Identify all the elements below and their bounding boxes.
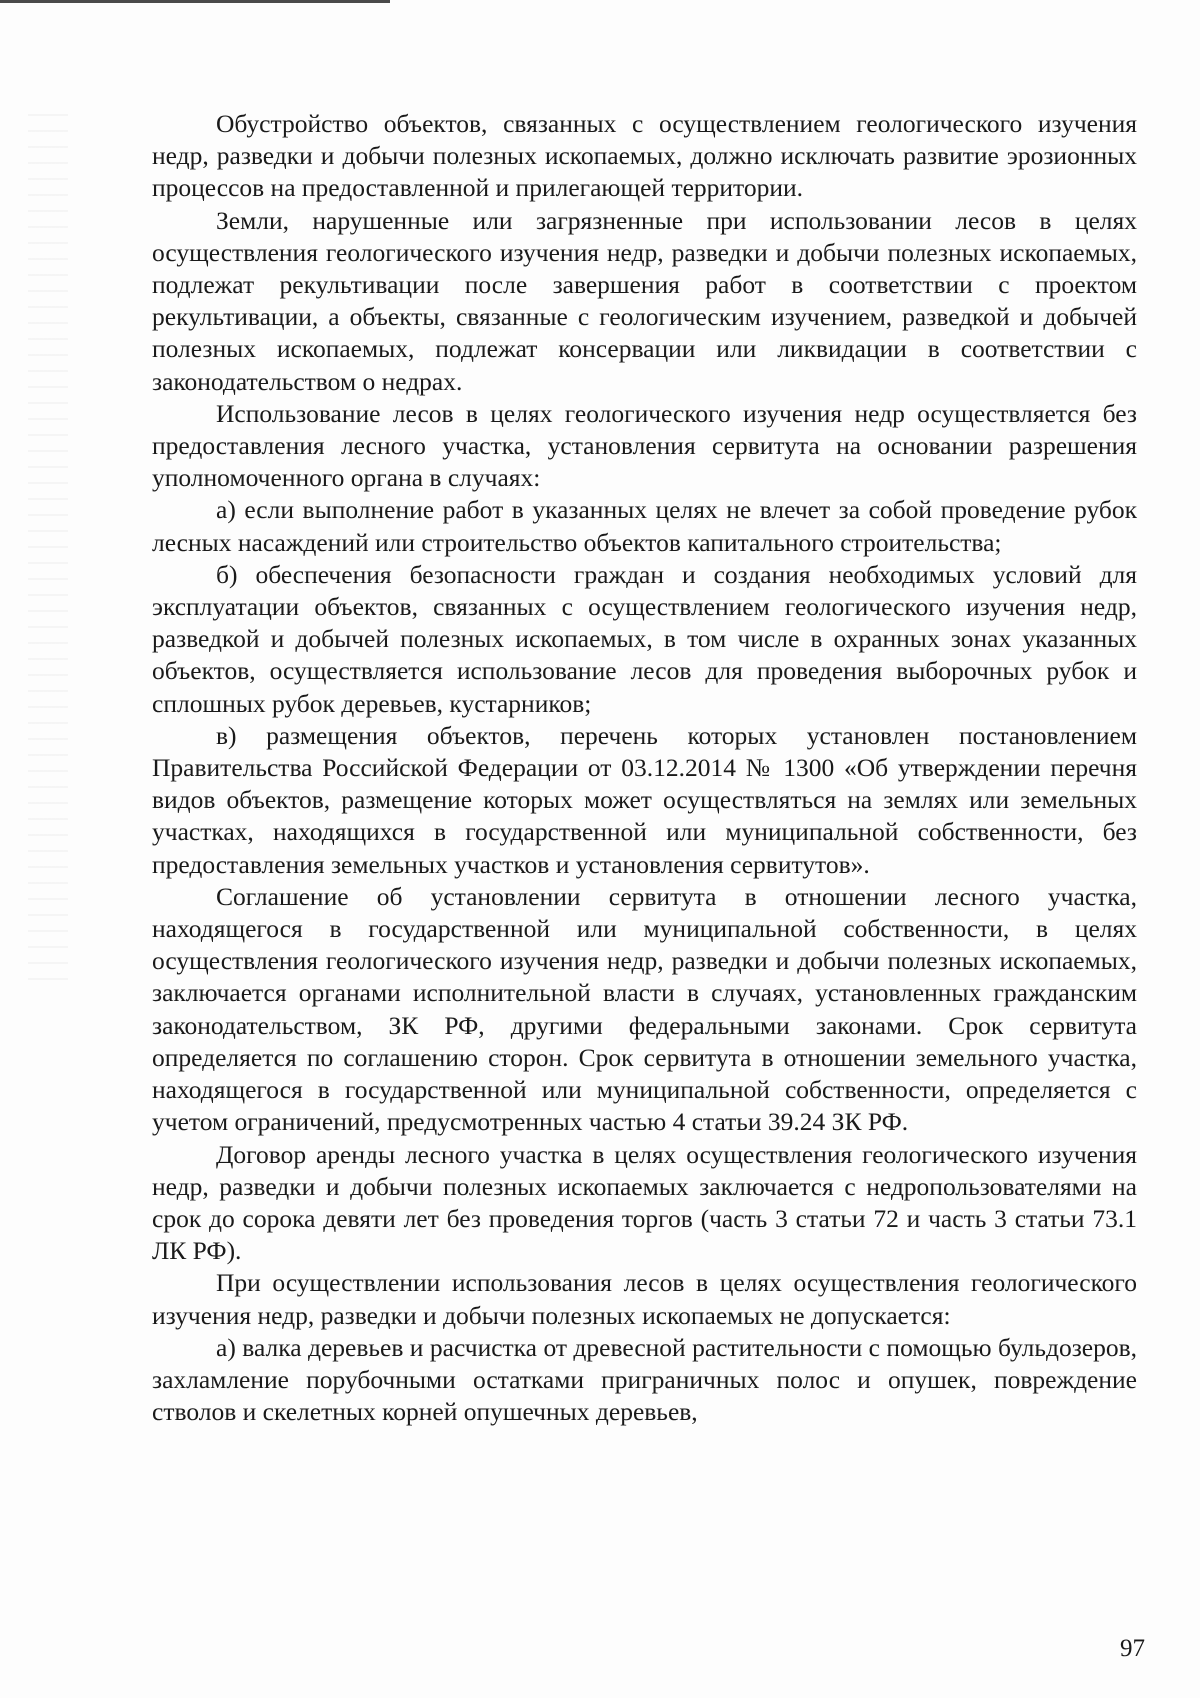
page-number: 97 xyxy=(1120,1635,1145,1662)
top-edge-rule xyxy=(0,0,390,3)
paragraph: Использование лесов в целях геологического изучения недр осуществляется без предоставления лесного участка, установления сервитута на основании разрешения уполномоченного органа в случаях: xyxy=(152,398,1137,493)
document-body xyxy=(152,108,1137,1428)
scan-margin-marks xyxy=(28,100,68,980)
paragraph: При осуществлении использования лесов в целях осуществления геологического изучения недр, разведки и добычи полезных ископаемых не допускается: xyxy=(152,1268,1137,1330)
paragraph: Обустройство объектов, связанных с осуществлением геологического изучения недр, разведки и добычи полезных ископаемых, должно исключать развитие эрозионных процессов на предоставленной и прилегающей территории. xyxy=(152,109,1137,203)
paragraph: Договор аренды лесного участка в целях осуществления геологического изучения недр, разведки и добычи полезных ископаемых заключается с недропользователями на срок до сорока девяти лет без проведения торгов (часть 3 статьи 72 и часть 3 статьи 73.1 ЛК РФ). xyxy=(152,1139,1137,1266)
paragraph: Соглашение об установлении сервитута в отношении лесного участка, находящегося в государственной или муниципальной собственности, в целях осуществления геологического изучения недр, разведки и добычи полезных ископаемых, заключается органами исполнительной власти в случаях, установленных гражданским законодательством, ЗК РФ, другими федеральными законами. Срок сервитута определяется по соглашению сторон. Срок сервитута в отношении земельного участка, находящегося в государственной или муниципальной собственности, определяется с учетом ограничений, предусмотренных частью 4 статьи 39.24 ЗК РФ. xyxy=(152,881,1137,1137)
list-item-v: в) размещения объектов, перечень которых установлен постановлением Правительства Российской Федерации от 03.12.2014 № 1300 «Об утверждении перечня видов объектов, размещение которых может осуществляться на землях или земельных участках, находящихся в государственной или муниципальной собственности, без предоставления земельных участков и установления сервитутов». xyxy=(152,720,1137,879)
list-item-a: а) если выполнение работ в указанных целях не влечет за собой проведение рубок лесных насаждений или строительство объектов капитального строительства; xyxy=(152,495,1137,557)
paragraph: Земли, нарушенные или загрязненные при использовании лесов в целях осуществления геологического изучения недр, разведки и добычи полезных ископаемых, подлежат рекультивации после завершения работ в соответствии с проектом рекультивации, а объекты, связанные с геологическим изучением, разведкой и добычей полезных ископаемых, подлежат консервации или ликвидации в соответствии с законодательством о недрах. xyxy=(152,205,1137,396)
list-item-b: б) обеспечения безопасности граждан и создания необходимых условий для эксплуатации объектов, связанных с осуществлением геологического изучения недр, разведкой и добычей полезных ископаемых, в том числе в охранных зонах указанных объектов, осуществляется использование лесов для проведения выборочных рубок и сплошных рубок деревьев, кустарников; xyxy=(152,559,1137,718)
list-item-a-2: а) валка деревьев и расчистка от древесной растительности с помощью бульдозеров, захламление порубочными остатками приграничных полос и опушек, повреждение стволов и скелетных корней опушечных деревьев, xyxy=(152,1332,1137,1427)
